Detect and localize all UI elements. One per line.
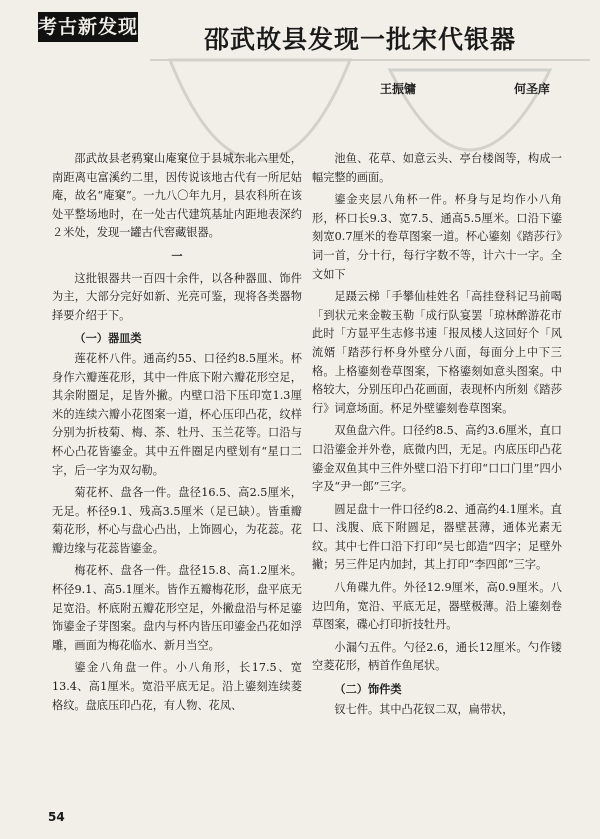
- intro-paragraph: 邵武故县老鸦窠山庵窠位于县城东北六里处，南距离屯富溪约二里，因传说该地古代有一所尼姑庵，故名“庵窠”。一九八〇年九月，县农科所在该处平整场地时，在一处古代建筑基址内距地表深约２米处，发现一罐古代窖藏银器。: [52, 152, 302, 240]
- page-number: 54: [48, 810, 65, 824]
- left-column: [52, 150, 302, 830]
- article-authors: [380, 80, 550, 97]
- body-paragraph: 这批银器共一百四十余件，以各种器皿、饰件为主，大部分完好如新、光亮可鉴，现将各类器物择要介绍于下。: [52, 271, 302, 322]
- body-paragraph: 莲花杯八件。通高约55、口径约8.5厘米。杯身作六瓣莲花形，其中一件底下附六瓣花形空足，其余附圈足，足皆外撇。内壁口沿下压印宽1.3厘米的连续六瓣小花图案一道，杯心压印凸花，纹样分别为折枝菊、梅、茶、牡丹、玉兰花等。口沿与杯心凸花皆鎏金。其中五件圈足内壁划有“星口二字，后一字为双勾勒。: [52, 351, 302, 477]
- body-paragraph: 八角碟九件。外径12.9厘米，高0.9厘米。八边凹角，宽沿、平底无足，器壁极薄。沿上鎏刻卷草图案，碟心打印折技牡丹。: [312, 581, 562, 632]
- body-paragraph: 圆足盘十一件口径约8.2、通高约4.1厘米。直口、浅腹、底下附圆足，器壁甚薄，通体光素无纹。其中七件口沿下打印“吴七郎造“四字；足壁外撇；另三件足内加封，其上打印“李四郎”三字。: [312, 502, 562, 572]
- body-paragraph: 小漏勺五件。勺径2.6，通长12厘米。勺作镂空菱花形，柄首作鱼尾状。: [312, 640, 562, 673]
- section-number: 一: [171, 248, 183, 263]
- body-paragraph: 池鱼、花草、如意云头、亭台楼阁等，构成一幅完整的画面。: [312, 152, 562, 184]
- poem-paragraph: 足蹑云梯「手攀仙桂姓名「高挂登科记马前喝「到状元来金鞍玉勒「成行队宴罢「琼林醉游花市此时「方显平生志修书速「报凤楼人这回好个「风流婿「踏莎行杯身外壁分八面，每面分上中下三格。上格鎏刻卷草图案，下格鎏刻如意头图案。中格较大，分别压印凸花画面，表现杯内所刻《踏莎行》词意场面。杯足外壁鎏刻卷草图案。: [312, 290, 562, 415]
- body-paragraph: 梅花杯、盘各一件。盘径15.8、高1.2厘米。杯径9.1、高5.1厘米。皆作五瓣梅花形，盘平底无足宽沿。杯底附五瓣花形空足，外撇盘沿与杯足鎏饰鎏金子芽图案。盘内与杯内皆压印鎏金凸花如浮雕，画面为梅花临水、新月当空。: [52, 564, 302, 652]
- column-logo: 考古新发现: [38, 12, 138, 42]
- body-paragraph: 鎏金八角盘一件。小八角形，长17.5、宽13.4、高1厘米。宽沿平底无足。沿上鎏刻连续菱格纹。盘底压印凸花，有人物、花凤、: [52, 661, 302, 712]
- article-title: 邵武故县发现一批宋代银器: [203, 25, 516, 54]
- body-paragraph: 菊花杯、盘各一件。盘径16.5、高2.5厘米，无足。杯径9.1、残高3.5厘米（足已缺）。皆重瓣菊花形，杯心与盘心凸出，上饰圆心，为花蕊。花瓣边缘与花蕊皆鎏金。: [52, 486, 302, 555]
- author-name: 何圣庠: [513, 82, 550, 96]
- right-column: [312, 150, 562, 830]
- body-paragraph: 双鱼盘六件。口径约8.5、高约3.6厘米，直口口沿鎏金并外卷，底微内凹，无足。内底压印凸花鎏金双鱼其中三件外壁口沿下打印“口口门里”四小字及“尹一郎”三字。: [312, 424, 562, 494]
- body-paragraph: 鎏金夹层八角杯一件。杯身与足均作小八角形，杯口长9.3、宽7.5、通高5.5厘米。口沿下鎏刻宽0.7厘米的卷草图案一道。杯心鎏刻《踏莎行》词一首，分十行，每行字数不等，计六十一字。全文如下: [312, 193, 562, 281]
- body-paragraph: 钗七件。其中凸花钗二双，扁带状，: [334, 702, 514, 716]
- author-name: 王振镛: [380, 82, 417, 96]
- sub-heading: （一）器皿类: [74, 331, 142, 346]
- sub-heading: （二）饰件类: [334, 682, 402, 697]
